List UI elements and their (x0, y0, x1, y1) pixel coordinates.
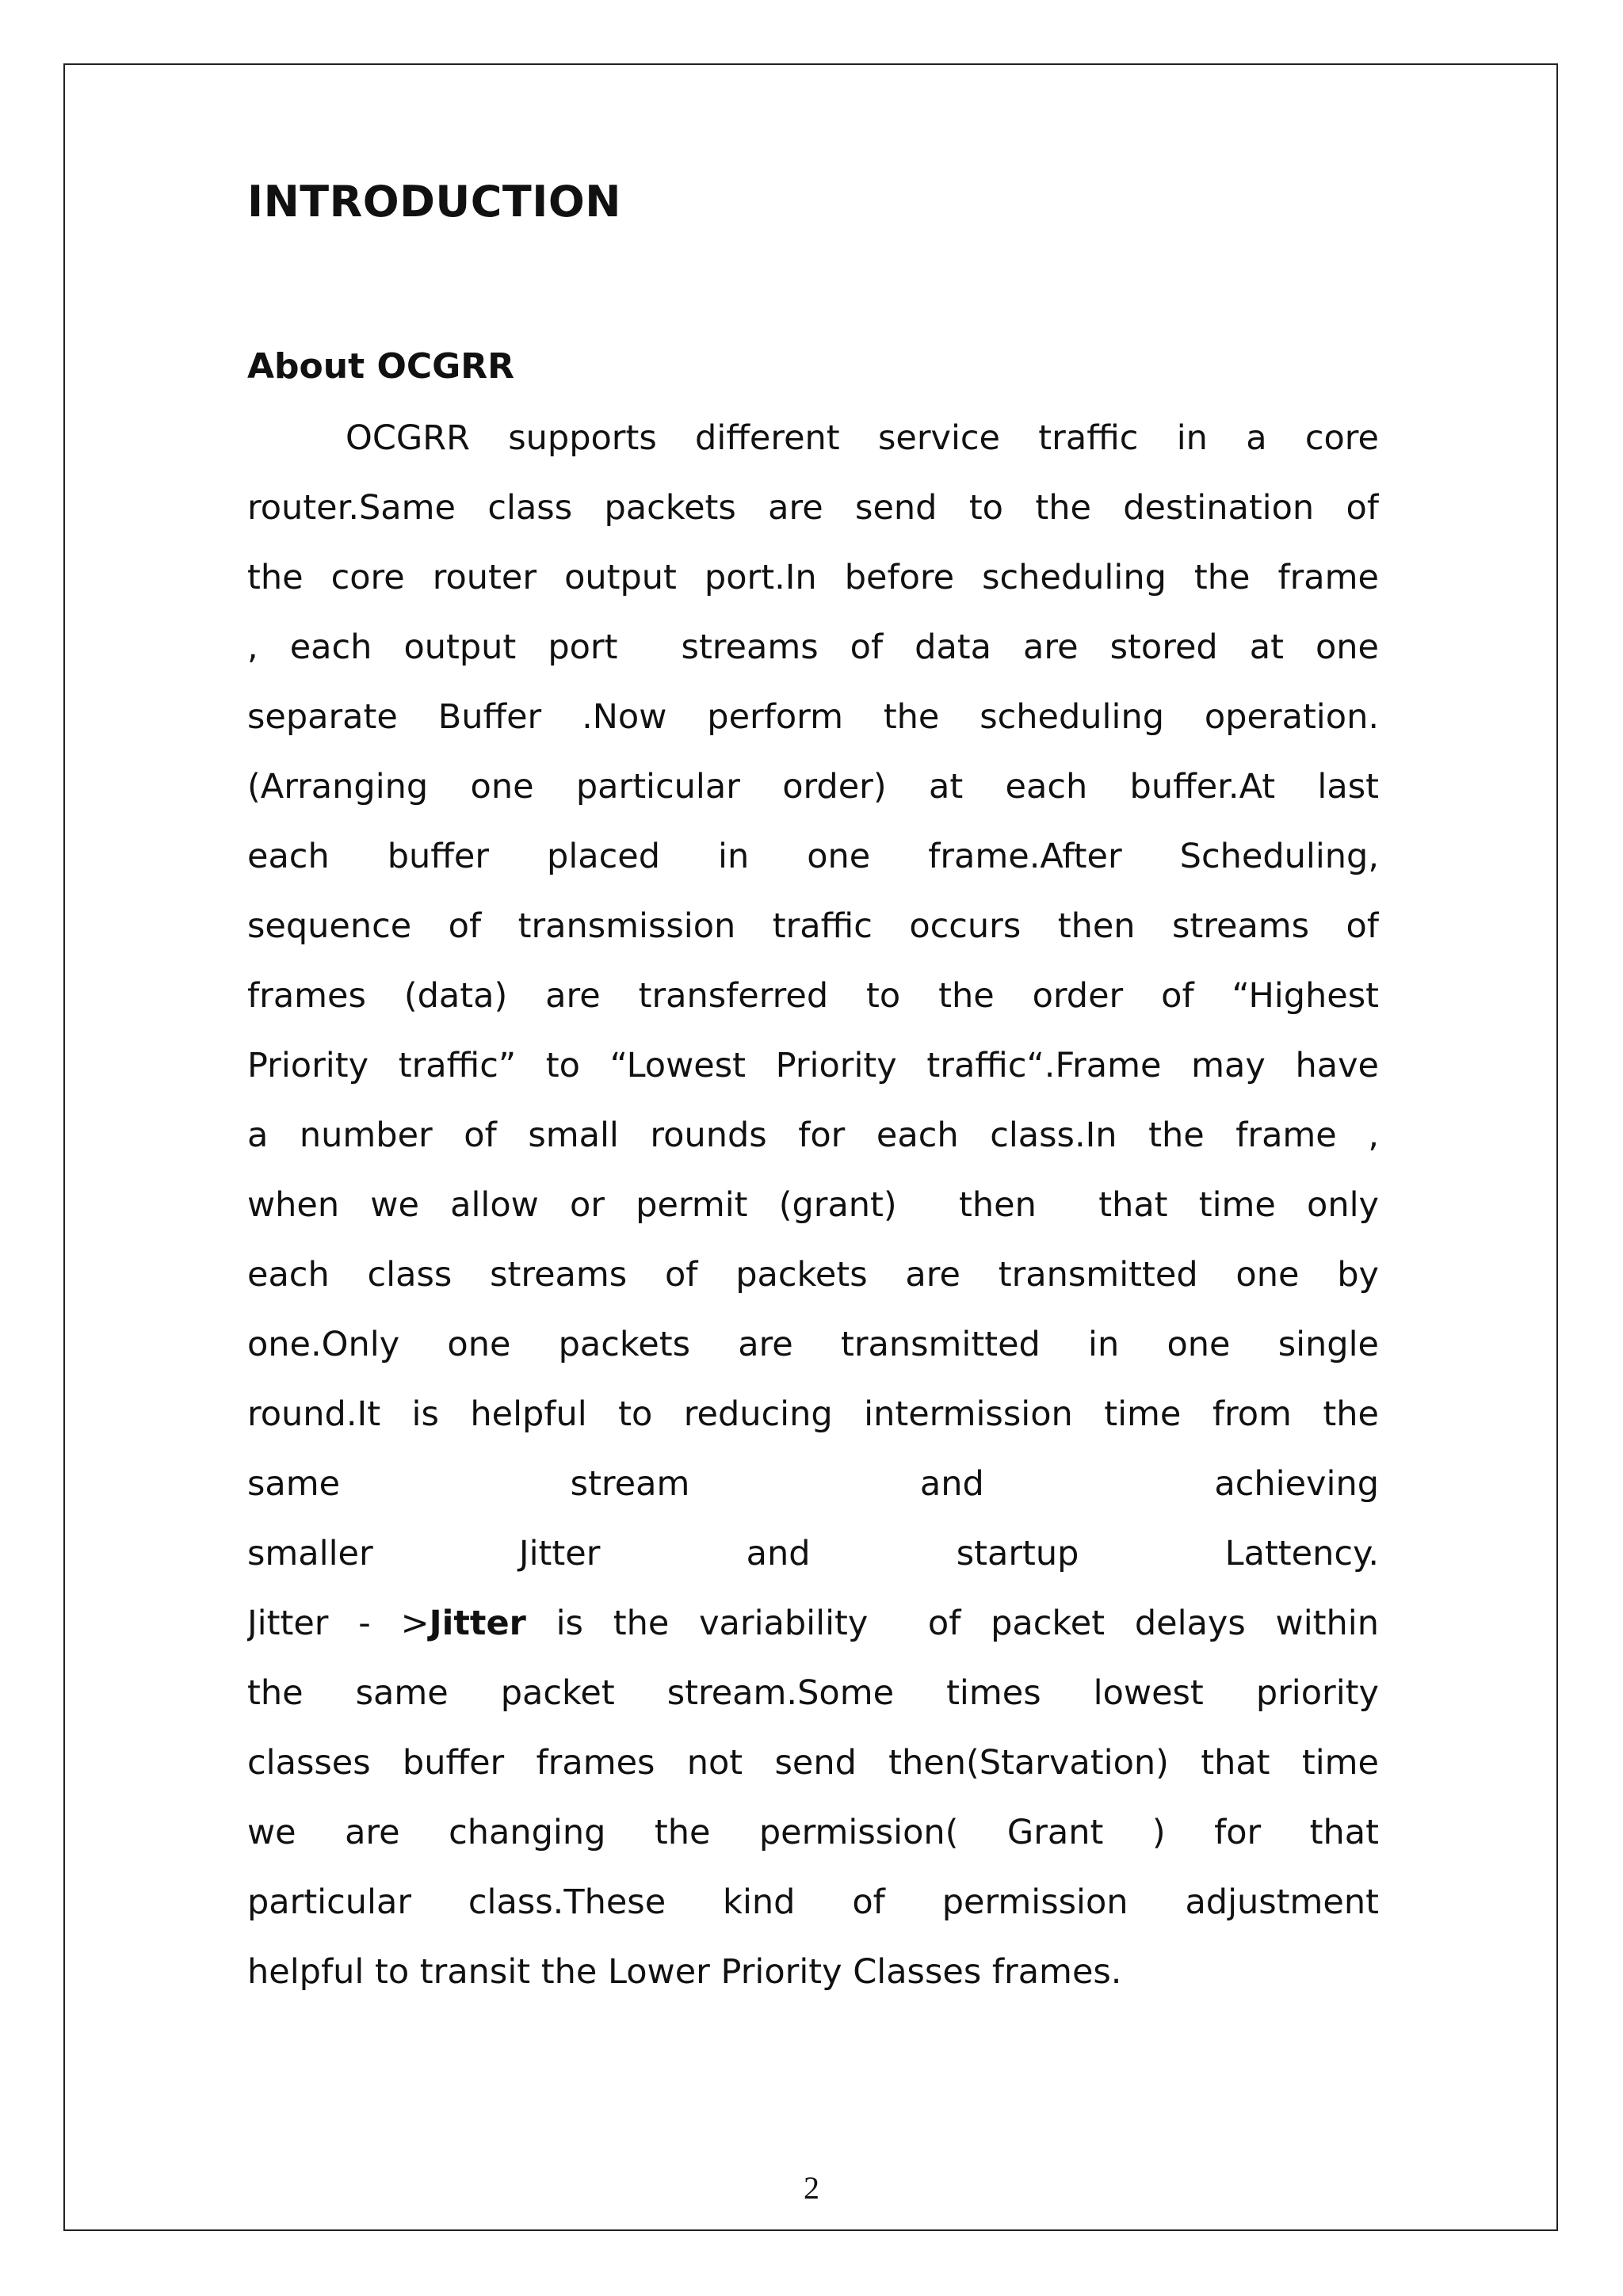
body-line: each buffer placed in one frame.After Scheduling, (247, 837, 1379, 876)
jitter-term: Jitter (429, 1604, 526, 1643)
body-line: , each output port streams of data are stored at one (247, 627, 1379, 667)
page-number: 2 (804, 2170, 819, 2206)
body-line: we are changing the permission( Grant ) for that (247, 1813, 1379, 1852)
body-line: one.Only one packets are transmitted in one single (247, 1325, 1379, 1364)
body-line: when we allow or permit (grant) then that time only (247, 1185, 1379, 1225)
body-line: particular class.These kind of permission adjustment (247, 1882, 1379, 1922)
body-line: sequence of transmission traffic occurs then streams of (247, 906, 1379, 946)
body-line: Priority traffic” to “Lowest Priority traffic“.Frame may have (247, 1046, 1379, 1085)
body-line: helpful to transit the Lower Priority Classes frames. (247, 1952, 1122, 1992)
body-line: classes buffer frames not send then(Starvation) that time (247, 1743, 1379, 1783)
body-line: frames (data) are transferred to the order of “Highest (247, 976, 1379, 1016)
body-line: each class streams of packets are transmitted one by (247, 1255, 1379, 1295)
body-line: smaller Jitter and startup Lattency. (247, 1534, 1379, 1573)
body-line: separate Buffer .Now perform the scheduling operation. (247, 697, 1379, 737)
body-line: router.Same class packets are send to the destination of (247, 488, 1379, 528)
section-body (247, 414, 1379, 2017)
body-line: (Arranging one particular order) at each buffer.At last (247, 767, 1379, 807)
jitter-prefix: Jitter - > (247, 1604, 430, 1643)
body-line: a number of small rounds for each class.In the frame , (247, 1116, 1379, 1155)
jitter-definition: is the variability of packet delays within (525, 1604, 1379, 1643)
body-line: round.It is helpful to reducing intermission time from the (247, 1394, 1379, 1434)
body-line: the core router output port.In before scheduling the frame (247, 558, 1379, 597)
page-heading: INTRODUCTION (247, 177, 621, 227)
body-line: same stream and achieving (247, 1464, 1379, 1504)
body-line: the same packet stream.Some times lowest priority (247, 1673, 1379, 1713)
body-line: OCGRR supports different service traffic in a core (346, 418, 1379, 458)
section-title: About OCGRR (247, 346, 515, 387)
jitter-definition-line (247, 1599, 1379, 1669)
